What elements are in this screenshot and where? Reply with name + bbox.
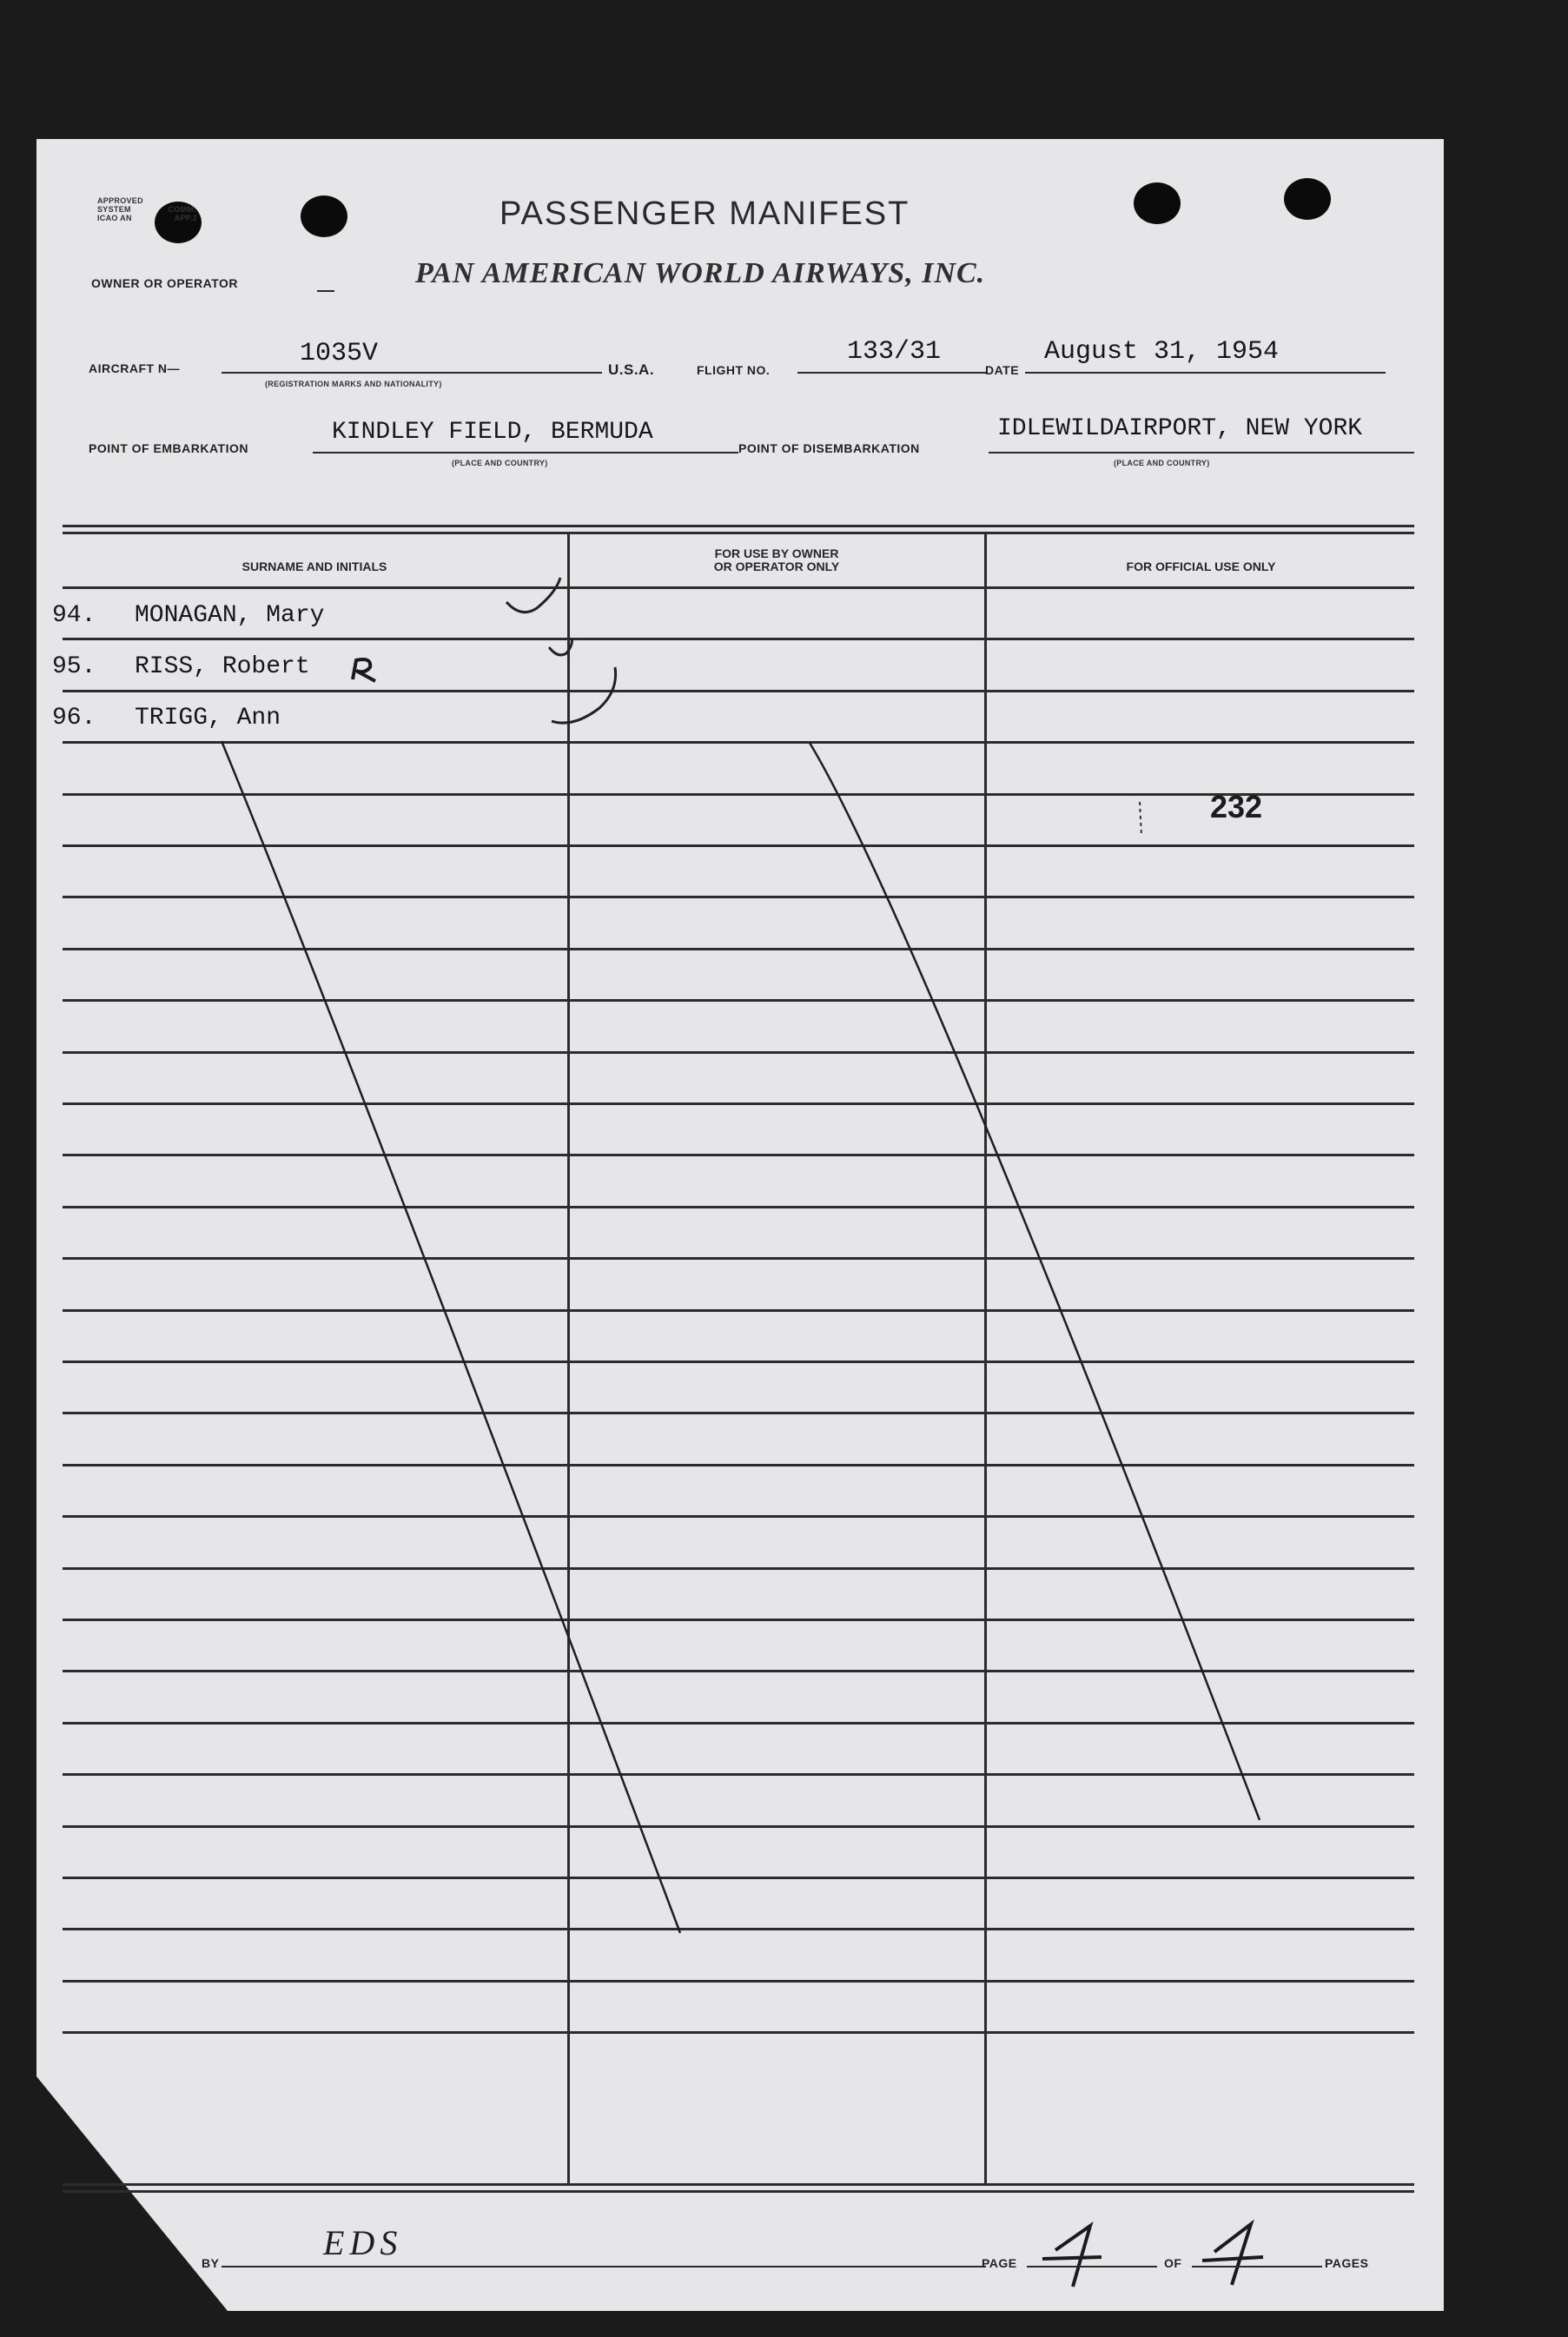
flight-value: 133/31 — [847, 337, 942, 367]
initial-mark-icon — [353, 659, 375, 681]
of-underline — [1192, 2266, 1322, 2267]
table-bottom-rule — [63, 2190, 1414, 2193]
passenger-name: MONAGAN, Mary — [135, 602, 325, 629]
embarkation-value: KINDLEY FIELD, BERMUDA — [332, 419, 653, 446]
column-header-owner-line: OR OPERATOR ONLY — [713, 559, 840, 573]
approval-text: SYSTEM — [97, 205, 131, 214]
of-label: OF — [1164, 2256, 1182, 2270]
tick-mark — [1140, 802, 1141, 836]
column-header-owner-line: FOR USE BY OWNER — [714, 546, 839, 560]
place-caption: (PLACE AND COUNTRY) — [452, 459, 548, 467]
page-underline — [1027, 2266, 1157, 2267]
strike-line — [810, 743, 1263, 1820]
official-number: 232 — [1210, 789, 1263, 824]
usa-label: U.S.A. — [608, 361, 655, 378]
date-value: August 31, 1954 — [1044, 337, 1280, 367]
page-label: PAGE — [982, 2256, 1017, 2270]
date-label: DATE — [985, 363, 1020, 377]
by-underline — [222, 2266, 986, 2267]
passenger-number: 95. — [52, 653, 96, 680]
flight-label: FLIGHT NO. — [697, 363, 771, 377]
passenger-name: TRIGG, Ann — [135, 705, 281, 732]
disembarkation-label: POINT OF DISEMBARKATION — [738, 441, 920, 455]
strike-line — [222, 741, 680, 1933]
total-pages-handwriting — [1202, 2224, 1263, 2285]
passenger-name: RISS, Robert — [135, 653, 310, 680]
approval-text: COMM. — [168, 205, 197, 214]
check-mark-icon — [549, 639, 572, 655]
table-bottom-rule — [63, 2183, 1414, 2186]
check-mark-icon — [552, 667, 616, 723]
column-header-official: FOR OFFICIAL USE ONLY — [1126, 559, 1276, 573]
by-label: BY — [202, 2256, 220, 2270]
passenger-number: 96. — [52, 705, 96, 732]
owner-value: PAN AMERICAN WORLD AIRWAYS, INC. — [415, 257, 986, 289]
page-number-handwriting — [1042, 2226, 1102, 2287]
place-caption: (PLACE AND COUNTRY) — [1114, 459, 1210, 467]
aircraft-label: AIRCRAFT N— — [89, 361, 181, 375]
pages-label: PAGES — [1325, 2256, 1369, 2270]
page-title: PASSENGER MANIFEST — [500, 195, 910, 232]
page-value — [1067, 2224, 1068, 2225]
approval-text: APP.2 — [174, 214, 197, 222]
owner-label: OWNER OR OPERATOR — [91, 276, 238, 290]
disembarkation-value: IDLEWILDAIRPORT, NEW YORK — [997, 415, 1363, 442]
column-header-surname: SURNAME AND INITIALS — [241, 559, 387, 573]
approval-text: ICAO AN — [97, 214, 132, 222]
check-mark-icon — [506, 578, 560, 612]
aircraft-value: 1035V — [300, 339, 379, 368]
approval-text: APPROVED — [97, 196, 143, 205]
registration-caption: (REGISTRATION MARKS AND NATIONALITY) — [265, 380, 442, 388]
signature: EDS — [323, 2223, 403, 2262]
passenger-number: 94. — [52, 602, 96, 629]
embarkation-label: POINT OF EMBARKATION — [89, 441, 248, 455]
